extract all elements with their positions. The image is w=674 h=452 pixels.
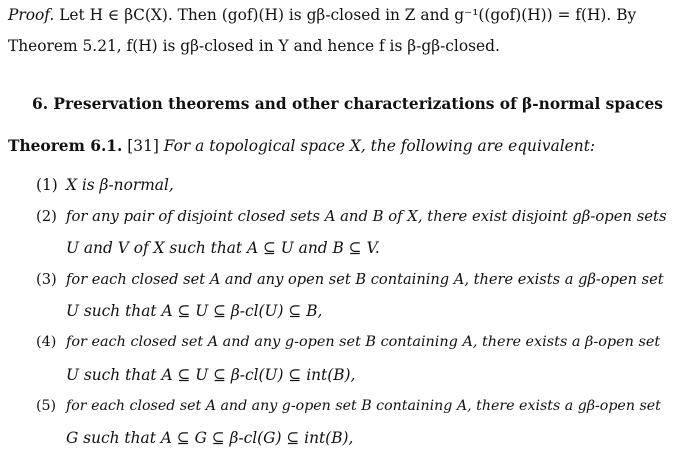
list-item-1: [36, 176, 174, 194]
list-item-5: [36, 398, 661, 414]
item-number: (5): [36, 398, 57, 414]
item-text: for each closed set A and any g-open set B containing A, there exists a gβ-open set: [66, 398, 661, 414]
item-text: for each closed set A and any g-open set B containing A, there exists a β-open set: [66, 334, 661, 350]
proof-line-1: [8, 6, 636, 24]
theorem-statement: For a topological space X, the following are equivalent:: [163, 137, 596, 155]
item-text: for each closed set A and any open set B containing A, there exists a gβ-open set: [66, 271, 664, 288]
proof-label: Proof.: [8, 6, 55, 24]
theorem-citation: [31]: [122, 137, 164, 155]
item-number: (2): [36, 208, 57, 225]
list-item-4: [36, 334, 660, 350]
item-number: (3): [36, 271, 57, 288]
section-heading: 6. Preservation theorems and other characterizations of β-normal spaces: [32, 95, 663, 113]
item-text: for any pair of disjoint closed sets A and B of X, there exist disjoint gβ-open sets: [66, 208, 667, 225]
item-number: (1): [36, 176, 58, 194]
item-number: (4): [36, 334, 57, 350]
theorem-label: Theorem 6.1.: [8, 137, 123, 155]
list-item-4-continuation: U such that A ⊆ U ⊆ β-cl(U) ⊆ int(B),: [66, 366, 356, 384]
proof-text-1: Let H ∈ βC(X). Then (gof)(H) is gβ-closed in Z and g⁻¹((gof)(H)) = f(H). By: [54, 6, 637, 24]
item-text: X is β-normal,: [66, 176, 174, 194]
proof-line-2: Theorem 5.21, f(H) is gβ-closed in Y and hence f is β-gβ-closed.: [8, 37, 500, 55]
list-item-3-continuation: U such that A ⊆ U ⊆ β-cl(U) ⊆ B,: [66, 302, 323, 320]
theorem-header: [8, 137, 595, 155]
list-item-3: [36, 271, 664, 288]
list-item-2-continuation: U and V of X such that A ⊆ U and B ⊆ V.: [66, 239, 380, 257]
list-item-2: [36, 208, 667, 225]
list-item-5-continuation: G such that A ⊆ G ⊆ β-cl(G) ⊆ int(B),: [66, 429, 354, 447]
